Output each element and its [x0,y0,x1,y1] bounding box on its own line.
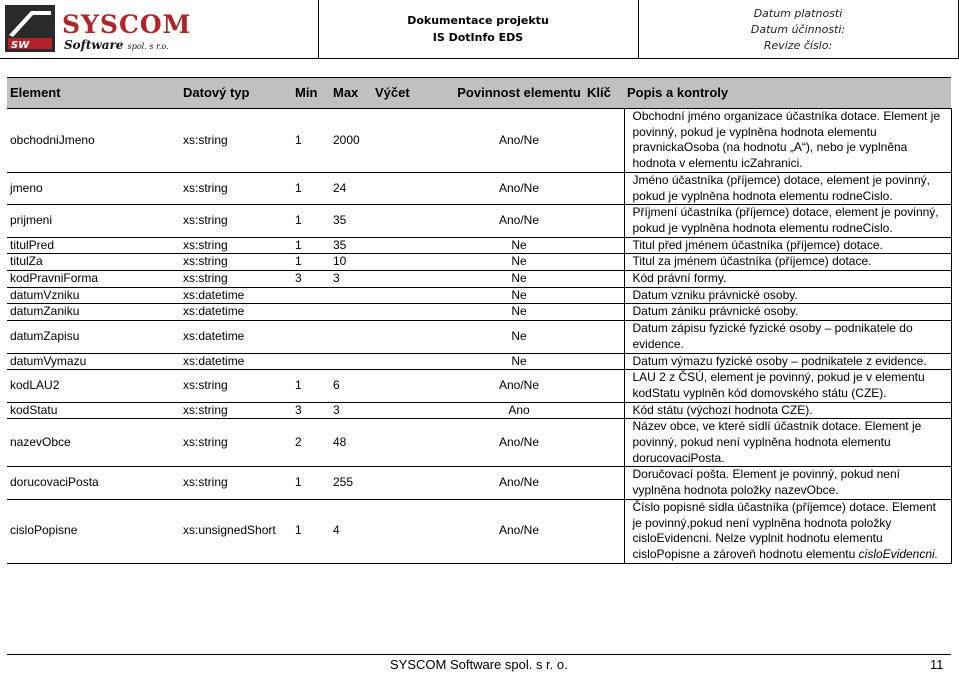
table-row [7,353,951,370]
cell-max [330,402,372,419]
cell-vycet [372,353,454,370]
cell-datovy-typ-text: xs:string [183,237,228,252]
cell-vycet [372,321,454,353]
cell-element-text: jmeno [10,180,43,195]
col-element: Element [7,78,180,109]
cell-min [292,287,330,304]
cell-vycet [372,499,454,563]
cell-klic [584,402,624,419]
cell-element [7,109,180,173]
cell-min [292,499,330,563]
cell-min-text: 3 [295,402,302,417]
cell-popis [624,254,951,271]
cell-element [7,353,180,370]
cell-povinnost [454,321,584,353]
cell-vycet [372,419,454,467]
revision-label: Revize číslo: [763,39,833,52]
table-row [7,467,951,499]
cell-popis [624,370,951,402]
cell-popis [624,172,951,204]
page-number: 11 [930,657,944,672]
cell-popis-text: Číslo popisné sídla účastníka (příjemce) dotace. Element je povinný,pokud není vyplněna hodnota položky cisloEvidencni. Nelze vyplnit hodnotu elementu cisloPopisne a zároveň hodnotu elementu [632,499,936,561]
cell-vycet [372,254,454,271]
cell-max-text: 3 [333,402,340,417]
cell-element-text: obchodniJmeno [10,132,95,147]
cell-datovy-typ [180,271,292,288]
cell-element-text: cisloPopisne [10,523,78,538]
cell-max [330,304,372,321]
cell-popis-text: Datum výmazu fyzické osoby – podnikatele z evidence. [632,353,927,368]
cell-popis [624,353,951,370]
cell-povinnost-text: Ne [511,304,527,319]
cell-datovy-typ-text: xs:datetime [183,353,245,368]
cell-max [330,499,372,563]
cell-datovy-typ [180,321,292,353]
cell-datovy-typ [180,467,292,499]
cell-datovy-typ-text: xs:unsignedShort [183,523,276,538]
logo-subtitle: Software spol. s r.o. [64,38,169,52]
cell-popis [624,287,951,304]
cell-min-text: 1 [295,237,302,252]
cell-popis-text: Doručovací pošta. Element je povinný, pokud není vyplněna hodnota položky nazevObce. [632,467,900,498]
page-header [0,0,959,58]
cell-datovy-typ [180,353,292,370]
cell-povinnost-text: Ano/Ne [498,132,540,147]
cell-max [330,370,372,402]
cell-datovy-typ [180,402,292,419]
svg-text:SW: SW [11,40,30,51]
cell-max-text: 6 [333,378,340,393]
cell-povinnost [454,304,584,321]
cell-element-text: kodLAU2 [10,378,60,393]
cell-element [7,271,180,288]
cell-popis [624,499,951,563]
cell-popis-text: Příjmení účastníka (příjemce) dotace, element je povinný, pokud je vyplněna hodnota elementu rodneCislo. [632,205,939,235]
cell-element-text: nazevObce [10,435,71,450]
cell-min-text: 1 [295,378,302,393]
cell-povinnost [454,353,584,370]
cell-klic [584,237,624,254]
cell-max [330,287,372,304]
cell-min-text: 1 [295,180,302,195]
cell-element [7,287,180,304]
cell-min-text: 1 [295,254,302,269]
cell-min-text: 1 [295,213,302,228]
cell-min [292,254,330,271]
cell-element [7,321,180,353]
cell-max [330,467,372,499]
cell-min [292,205,330,237]
cell-popis [624,402,951,419]
cell-popis-text: Datum zápisu fyzické fyzické osoby – podnikatele do evidence. [632,321,913,351]
cell-povinnost-text: Ne [511,237,527,252]
cell-datovy-typ [180,287,292,304]
cell-max [330,353,372,370]
cell-min-text: 1 [295,132,302,147]
cell-povinnost [454,287,584,304]
cell-popis [624,109,951,173]
cell-klic [584,287,624,304]
cell-popis-text: Datum zániku právnické osoby. [632,304,799,319]
header-project-cell [318,0,639,58]
footer-divider [7,654,951,655]
cell-vycet [372,370,454,402]
cell-element [7,467,180,499]
cell-popis-text: Název obce, ve které sídlí účastník dotace. Element je povinný, pokud není vyplněna hodnota elementu dorucovaciPosta. [632,419,922,465]
cell-min [292,419,330,467]
cell-datovy-typ [180,172,292,204]
cell-max-text: 48 [333,435,347,450]
cell-povinnost-text: Ne [511,353,527,368]
table-row [7,419,951,467]
cell-max [330,237,372,254]
col-max: Max [330,78,372,109]
cell-povinnost-text: Ano/Ne [498,523,540,538]
cell-povinnost-text: Ne [511,254,527,269]
cell-min [292,109,330,173]
col-min: Min [292,78,330,109]
element-spec-table [7,77,952,564]
cell-vycet [372,271,454,288]
cell-popis [624,271,951,288]
cell-vycet [372,109,454,173]
cell-max-text: 3 [333,271,340,286]
cell-element [7,370,180,402]
cell-datovy-typ-text: xs:datetime [183,287,245,302]
cell-klic [584,467,624,499]
cell-popis [624,419,951,467]
cell-element-text: kodStatu [10,402,58,417]
cell-element-text: titulPred [10,237,55,252]
cell-max [330,321,372,353]
table-header-row [7,78,951,109]
cell-povinnost [454,402,584,419]
cell-vycet [372,172,454,204]
cell-datovy-typ-text: xs:string [183,180,228,195]
cell-datovy-typ [180,499,292,563]
cell-povinnost [454,467,584,499]
cell-povinnost-text: Ano [508,402,530,417]
cell-klic [584,321,624,353]
cell-datovy-typ [180,254,292,271]
cell-klic [584,254,624,271]
col-vycet: Výčet [372,78,454,109]
cell-min [292,402,330,419]
cell-datovy-typ-text: xs:string [183,475,228,490]
cell-klic [584,499,624,563]
table-row [7,304,951,321]
cell-element [7,402,180,419]
cell-min-text: 1 [295,523,302,538]
cell-datovy-typ-text: xs:string [183,213,228,228]
cell-povinnost-text: Ne [511,328,527,343]
cell-povinnost [454,271,584,288]
cell-element [7,237,180,254]
syscom-logo-icon [5,5,55,52]
col-povinnost: Povinnost elementu [454,78,584,109]
cell-min [292,304,330,321]
cell-datovy-typ [180,205,292,237]
cell-klic [584,304,624,321]
cell-min [292,353,330,370]
cell-datovy-typ-text: xs:datetime [183,328,245,343]
col-klic: Klíč [584,78,624,109]
cell-min [292,271,330,288]
table-row [7,172,951,204]
cell-povinnost [454,109,584,173]
cell-element-text: dorucovaciPosta [10,475,99,490]
cell-vycet [372,304,454,321]
cell-datovy-typ [180,237,292,254]
cell-popis [624,205,951,237]
cell-povinnost-text: Ano/Ne [498,475,540,490]
cell-klic [584,419,624,467]
cell-max [330,419,372,467]
cell-element [7,499,180,563]
table-row [7,254,951,271]
cell-povinnost-text: Ano/Ne [498,435,540,450]
cell-element-text: kodPravniForma [10,271,99,286]
cell-max-text: 4 [333,523,340,538]
cell-datovy-typ [180,370,292,402]
cell-max-text: 24 [333,180,347,195]
cell-element [7,419,180,467]
header-divider [0,58,959,59]
table-row [7,237,951,254]
cell-min [292,370,330,402]
cell-max [330,254,372,271]
cell-max-text: 35 [333,237,347,252]
cell-max [330,205,372,237]
cell-min-text: 3 [295,271,302,286]
cell-popis [624,467,951,499]
cell-popis [624,304,951,321]
cell-element-text: datumVzniku [10,287,80,302]
table-row [7,287,951,304]
valid-date-label: Datum platnosti [753,7,843,20]
cell-element-text: datumZaniku [10,304,80,319]
cell-element [7,304,180,321]
cell-klic [584,172,624,204]
cell-datovy-typ [180,304,292,321]
cell-element-text: datumZapisu [10,328,80,343]
cell-max [330,109,372,173]
cell-min-text: 2 [295,435,302,450]
cell-povinnost [454,237,584,254]
cell-datovy-typ-text: xs:string [183,132,228,147]
cell-popis-italic-text: cisloEvidencni. [858,546,939,561]
cell-klic [584,370,624,402]
table-row [7,271,951,288]
cell-popis-text: LAU 2 z ČSÚ, element je povinný, pokud je v elementu kodStatu vyplněn kód domovského státu (CZE). [632,370,925,400]
cell-max-text: 255 [333,475,354,490]
cell-datovy-typ-text: xs:string [183,402,228,417]
cell-element [7,254,180,271]
footer-company: SYSCOM Software spol. s r. o. [390,657,568,672]
cell-povinnost-text: Ano/Ne [498,180,540,195]
table-row [7,205,951,237]
cell-element-text: prijmeni [10,213,53,228]
table-row [7,402,951,419]
cell-datovy-typ-text: xs:string [183,271,228,286]
cell-popis-text: Titul před jménem účastníka (příjemce) dotace. [632,237,883,252]
cell-min [292,172,330,204]
cell-vycet [372,287,454,304]
cell-povinnost [454,370,584,402]
cell-max [330,271,372,288]
cell-popis-text: Datum vzniku právnické osoby. [632,287,798,302]
cell-vycet [372,402,454,419]
cell-min [292,321,330,353]
col-datovy-typ: Datový typ [180,78,292,109]
logo-text: SYSCOM [62,10,192,39]
effective-date-label: Datum účinnosti: [750,23,846,36]
cell-max-text: 10 [333,254,347,269]
cell-datovy-typ-text: xs:string [183,435,228,450]
col-popis: Popis a kontroly [624,78,951,109]
cell-element-text: datumVymazu [10,353,87,368]
cell-max-text: 2000 [333,132,360,147]
cell-klic [584,205,624,237]
cell-datovy-typ-text: xs:string [183,254,228,269]
cell-datovy-typ-text: xs:string [183,378,228,393]
cell-popis [624,321,951,353]
cell-povinnost [454,205,584,237]
cell-vycet [372,237,454,254]
cell-element-text: titulZa [10,254,43,269]
cell-element [7,172,180,204]
cell-popis-text: Obchodní jméno organizace účastníka dotace. Element je povinný, pokud je vyplněna hodnota elementu pravnickaOsoba (na hodnotu „A“), nebo je vyplněna hodnota v elementu icZahranici. [632,109,941,171]
cell-povinnost-text: Ano/Ne [498,378,540,393]
cell-povinnost-text: Ne [511,287,527,302]
cell-popis-text: Jméno účastníka (příjemce) dotace, element je povinný, pokud je vyplněna hodnota elementu rodneCislo. [632,172,930,203]
cell-vycet [372,205,454,237]
cell-min-text: 1 [295,475,302,490]
cell-povinnost [454,254,584,271]
cell-min [292,467,330,499]
cell-datovy-typ-text: xs:datetime [183,304,245,319]
cell-klic [584,271,624,288]
cell-max-text: 35 [333,213,347,228]
cell-povinnost [454,419,584,467]
cell-popis [624,237,951,254]
cell-klic [584,353,624,370]
table-row [7,109,951,173]
cell-povinnost [454,172,584,204]
cell-max [330,172,372,204]
cell-popis-text: Kód státu (výchozí hodnota CZE). [632,402,813,417]
table-row [7,370,951,402]
cell-datovy-typ [180,109,292,173]
table-row [7,499,951,563]
table-row [7,321,951,353]
cell-povinnost-text: Ano/Ne [498,213,540,228]
cell-popis-text: Kód právní formy. [632,271,727,286]
project-title: Dokumentace projektu [407,14,549,27]
cell-datovy-typ [180,419,292,467]
cell-povinnost-text: Ne [511,271,527,286]
cell-vycet [372,467,454,499]
cell-popis-text: Titul za jménem účastníka (příjemce) dotace. [632,254,872,269]
cell-povinnost [454,499,584,563]
cell-min [292,237,330,254]
cell-element [7,205,180,237]
project-name: IS DotInfo EDS [432,31,524,44]
cell-klic [584,109,624,173]
